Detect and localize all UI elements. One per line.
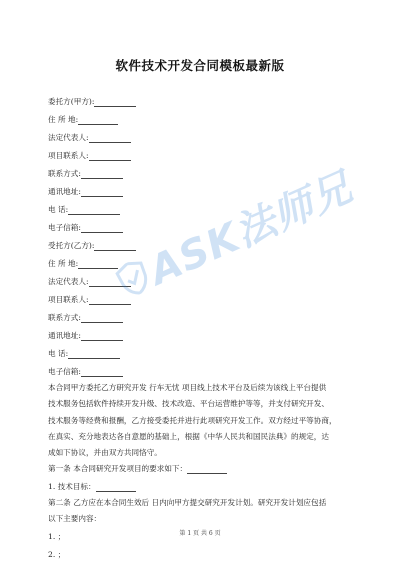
field-blank (187, 465, 227, 474)
field-mailing-address-a: 通讯地址: (48, 187, 123, 197)
field-legal-rep-b: 法定代表人: (48, 277, 131, 287)
article-2: 第二条 乙方应在本合同生效后 日内向甲方提交研究开发计划。研究开发计划应包括 以下主要内容： (48, 498, 327, 524)
field-blank (89, 134, 131, 143)
tech-goal: 1. 技术目标： (48, 482, 136, 492)
list-item-1: 1. ； (48, 532, 66, 541)
page-footer: 第 1 页 共 6 页 (179, 530, 221, 537)
field-email-a: 电子信箱: (48, 223, 123, 233)
field-contact-person-b: 项目联系人: (48, 295, 131, 305)
field-phone-b: 电 话: (48, 349, 120, 359)
field-blank (81, 368, 123, 377)
field-blank (81, 188, 123, 197)
field-legal-rep-a: 法定代表人: (48, 133, 131, 143)
field-blank (94, 98, 136, 107)
field-blank (89, 296, 131, 305)
field-mailing-address-b: 通讯地址: (48, 331, 123, 341)
field-party-b: 受托方(乙方): (48, 241, 136, 251)
field-contact-method-a: 联系方式: (48, 169, 123, 179)
field-address-b: 住 所 地: (48, 259, 118, 269)
field-blank (68, 206, 120, 215)
field-blank (81, 332, 123, 341)
intro-paragraph: 本合同甲方委托乙方研究开发 行车无忧 项目线上技术平台及后续为该线上平台提供 技术服务包括软件持续开发升级、技术改造、平台运营维护等等，并支付研究开发、 技术服务等经费和报酬，乙方接受委托并进行此项研究开发工作。双方经过平等协商， 在真实、充分地表达各自意愿的基础上，根据《中华人民共和国民法典》的规定，达 成如下协议，并由双方共同恪守。 (48, 383, 337, 458)
field-phone-a: 电 话: (48, 205, 120, 215)
field-blank (68, 350, 120, 359)
field-blank (78, 116, 118, 125)
list-item-2: 2. ； (48, 550, 66, 559)
watermark-text: ASK法师兄 (142, 164, 360, 295)
document-title: 软件技术开发合同模板最新版 (115, 58, 285, 73)
field-email-b: 电子信箱: (48, 367, 123, 377)
article-1: 第一条 本合同研究开发项目的要求如下： (48, 464, 227, 474)
field-blank (89, 152, 131, 161)
watermark-logo (108, 156, 360, 310)
field-blank (81, 170, 123, 179)
field-blank (81, 224, 123, 233)
field-blank (81, 314, 123, 323)
field-address-a: 住 所 地: (48, 115, 118, 125)
field-blank (96, 483, 136, 492)
field-contact-method-b: 联系方式: (48, 313, 123, 323)
field-contact-person-a: 项目联系人: (48, 151, 131, 161)
field-party-a: 委托方(甲方): (48, 97, 136, 107)
